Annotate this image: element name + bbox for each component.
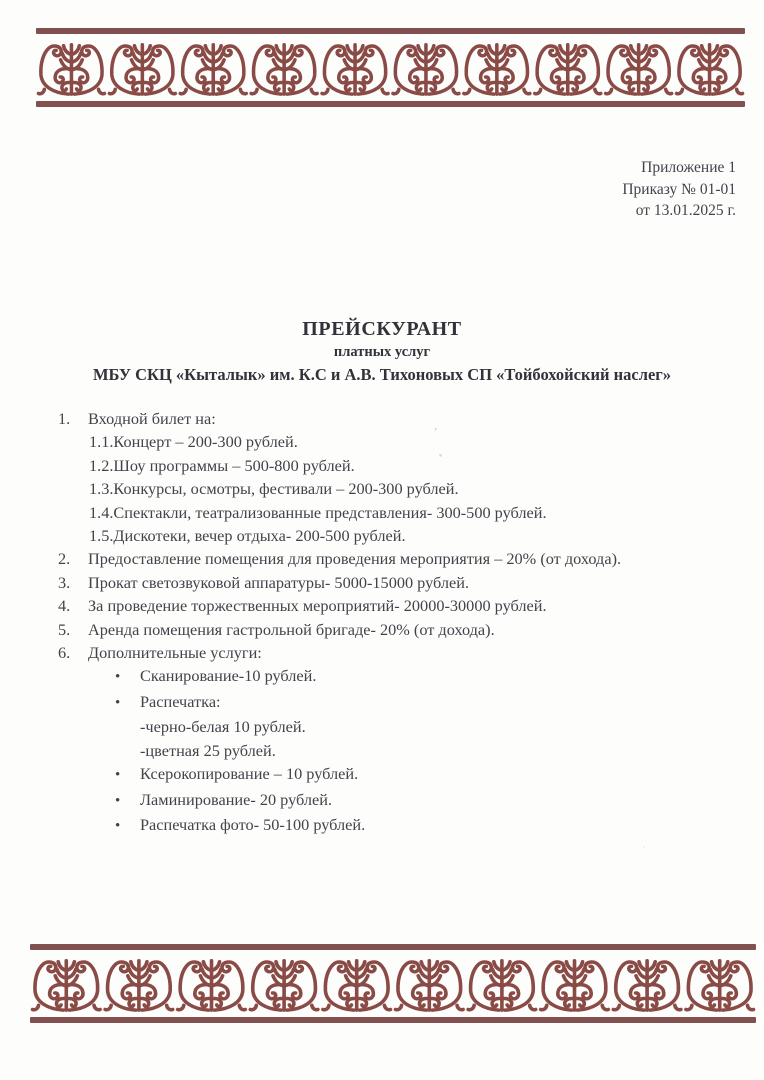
bullet-icon: • bbox=[115, 817, 121, 834]
list-item bbox=[58, 547, 728, 570]
list-subitem: 1.2.Шоу программы – 500-800 рублей. bbox=[89, 455, 355, 475]
list-subitem: 1.1.Концерт – 200-300 рублей. bbox=[89, 432, 298, 452]
bullet-item bbox=[58, 813, 728, 838]
title-subtitle: платных услуг bbox=[333, 344, 431, 360]
bullet-item bbox=[58, 664, 728, 689]
bullet-text: Ламинирование- 20 рублей. bbox=[140, 789, 333, 809]
bullet-icon: • bbox=[115, 669, 121, 686]
item-number: 4. bbox=[58, 596, 71, 616]
title-organization: МБУ СКЦ «Кыталык» им. К.С и А.В. Тихоновых СП «Тойбохойский наслег» bbox=[92, 365, 672, 384]
bullet-icon: • bbox=[115, 694, 121, 711]
list-item bbox=[58, 618, 728, 641]
appendix-line: Приказу № 01-01 bbox=[622, 180, 736, 198]
item-text: Дополнительные услуги: bbox=[88, 643, 262, 663]
ornament-border-top bbox=[36, 28, 745, 107]
item-text: Предоставление помещения для проведения мероприятия – 20% (от дохода). bbox=[88, 549, 622, 569]
bullet-icon: • bbox=[115, 792, 121, 809]
appendix-line: Приложение 1 bbox=[641, 159, 736, 176]
bullet-item bbox=[58, 762, 728, 787]
item-number: 2. bbox=[58, 549, 71, 569]
ornament-rule-bottom bbox=[30, 1017, 756, 1023]
item-text: Прокат светозвуковой аппаратуры- 5000-15000 рублей. bbox=[88, 572, 470, 592]
bullet-subitem: -цветная 25 рублей. bbox=[140, 740, 276, 760]
item-text: Аренда помещения гастрольной бригаде- 20% (от дохода). bbox=[88, 619, 495, 639]
ornament-rule-bottom bbox=[36, 101, 745, 107]
price-list bbox=[58, 407, 728, 838]
list-item bbox=[58, 594, 728, 617]
document-title bbox=[0, 318, 764, 385]
list-subitem: 1.4.Спектакли, театрализованные представления- 300-500 рублей. bbox=[89, 502, 547, 522]
bullet-item bbox=[58, 788, 728, 813]
yakut-ornament-icon bbox=[36, 38, 745, 98]
scan-speck: · bbox=[643, 843, 646, 852]
bullet-text: Ксерокопирование – 10 рублей. bbox=[140, 764, 359, 784]
item-number: 1. bbox=[58, 409, 71, 428]
bullet-icon: • bbox=[115, 767, 121, 784]
list-item bbox=[58, 641, 728, 664]
bullet-text: Распечатка фото- 50-100 рублей. bbox=[140, 814, 366, 834]
list-item bbox=[58, 407, 728, 430]
ornament-motif-row bbox=[30, 954, 756, 1014]
list-item bbox=[58, 571, 728, 594]
bullet-text: Распечатка: bbox=[140, 691, 221, 711]
item-number: 6. bbox=[58, 643, 71, 663]
ornament-rule-top bbox=[36, 28, 745, 34]
bullet-text: Сканирование-10 рублей. bbox=[140, 666, 317, 686]
item-text: За проведение торжественных мероприятий- 20000-30000 рублей. bbox=[88, 596, 547, 616]
appendix-line: от 13.01.2025 г. bbox=[635, 202, 736, 219]
bullet-subitem: -черно-белая 10 рублей. bbox=[140, 717, 306, 737]
scan-speck: ﹡ bbox=[436, 451, 446, 461]
item-number: 5. bbox=[58, 619, 71, 639]
bullet-item bbox=[58, 690, 728, 715]
ornament-border-bottom bbox=[30, 944, 756, 1023]
appendix-header bbox=[622, 157, 736, 222]
ornament-motif-row bbox=[36, 38, 745, 98]
yakut-ornament-icon bbox=[30, 954, 756, 1014]
list-subitem: 1.5.Дискотеки, вечер отдыха- 200-500 рублей. bbox=[89, 526, 406, 546]
title-main: ПРЕЙСКУРАНТ bbox=[302, 318, 462, 340]
item-text: Входной билет на: bbox=[88, 409, 216, 428]
ornament-rule-top bbox=[30, 944, 756, 950]
item-number: 3. bbox=[58, 572, 71, 592]
list-subitem: 1.3.Конкурсы, осмотры, фестивали – 200-300 рублей. bbox=[89, 479, 459, 499]
scan-speck: ʼ bbox=[434, 427, 438, 438]
